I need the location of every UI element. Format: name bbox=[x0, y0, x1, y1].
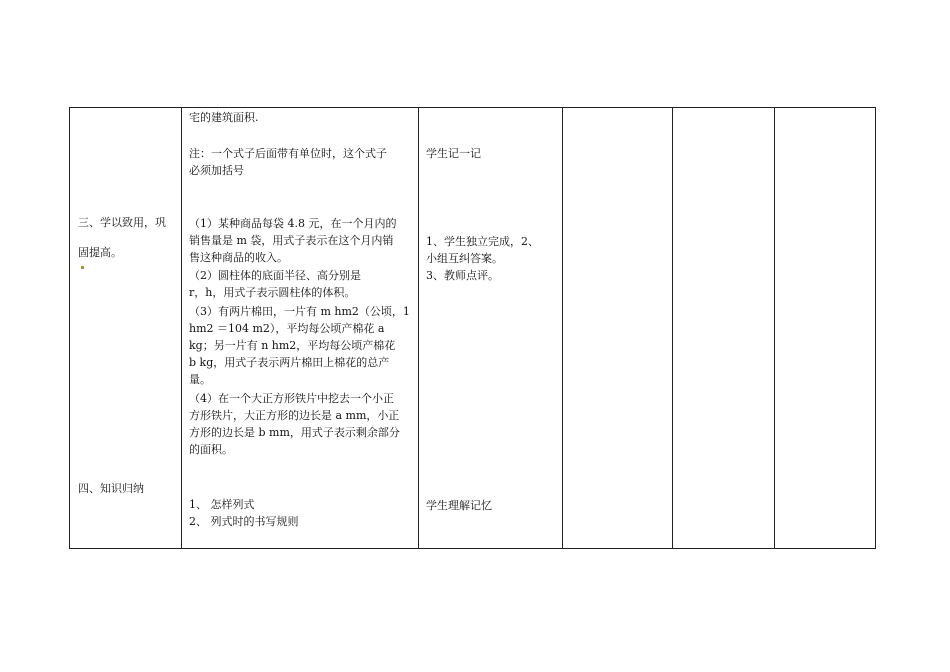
question-3-line-3: kg；另一片有 n hm2，平均每公顷产棉花 bbox=[189, 339, 396, 352]
student-activity-line-1: 1、学生独立完成，2、 bbox=[426, 235, 539, 248]
student-activity-line-3: 3、教师点评。 bbox=[426, 269, 499, 282]
question-3-line-4: b kg，用式子表示两片棉田上棉花的总产 bbox=[189, 356, 390, 369]
table-top-border bbox=[69, 107, 876, 108]
question-4-line-1: （4）在一个大正方形铁片中挖去一个小正 bbox=[189, 392, 394, 405]
question-1-line-1: （1）某种商品每袋 4.8 元，在一个月内的 bbox=[189, 217, 397, 230]
column-divider-1 bbox=[181, 107, 182, 549]
question-3-line-5: 量。 bbox=[189, 373, 211, 386]
section3-heading: 三、学以致用，巩 bbox=[78, 216, 166, 229]
section3-heading-cont: 固提高。 bbox=[78, 246, 122, 259]
section4-heading: 四、知识归纳 bbox=[78, 482, 144, 495]
summary-item-2: 2、 列式时的书写规则 bbox=[189, 515, 299, 528]
question-2-line-1: （2）圆柱体的底面半径、高分别是 bbox=[189, 269, 361, 282]
column-divider-3 bbox=[562, 107, 563, 549]
note-line-2: 必须加括号 bbox=[189, 164, 244, 177]
student-activity-understand: 学生理解记忆 bbox=[426, 499, 492, 512]
highlight-dot bbox=[81, 266, 84, 269]
table-border-right bbox=[875, 107, 876, 549]
question-1-line-3: 售这种商品的收入。 bbox=[189, 251, 288, 264]
column-divider-2 bbox=[418, 107, 419, 549]
text-line: 宅的建筑面积. bbox=[189, 111, 259, 124]
student-activity-line-2: 小组互纠答案。 bbox=[426, 252, 503, 265]
question-4-line-3: 方形的边长是 b mm，用式子表示剩余部分 bbox=[189, 426, 400, 439]
question-3-line-1: （3）有两片棉田，一片有 m hm2（公顷，1 bbox=[189, 305, 410, 318]
question-4-line-2: 方形铁片，大正方形的边长是 a mm，小正 bbox=[189, 409, 400, 422]
question-4-line-4: 的面积。 bbox=[189, 443, 233, 456]
question-1-line-2: 销售量是 m 袋，用式子表示在这个月内销 bbox=[189, 234, 394, 247]
table-border-left bbox=[69, 107, 70, 549]
column-divider-5 bbox=[774, 107, 775, 549]
student-activity-record: 学生记一记 bbox=[426, 147, 481, 160]
note-line-1: 注：一个式子后面带有单位时，这个式子 bbox=[189, 147, 387, 160]
column-divider-4 bbox=[672, 107, 673, 549]
summary-item-1: 1、 怎样列式 bbox=[189, 498, 255, 511]
question-3-line-2: hm2 ＝104 m2），平均每公顷产棉花 a bbox=[189, 322, 385, 335]
table-bottom-border bbox=[69, 548, 876, 549]
question-2-line-2: r，h，用式子表示圆柱体的体积。 bbox=[189, 286, 356, 299]
